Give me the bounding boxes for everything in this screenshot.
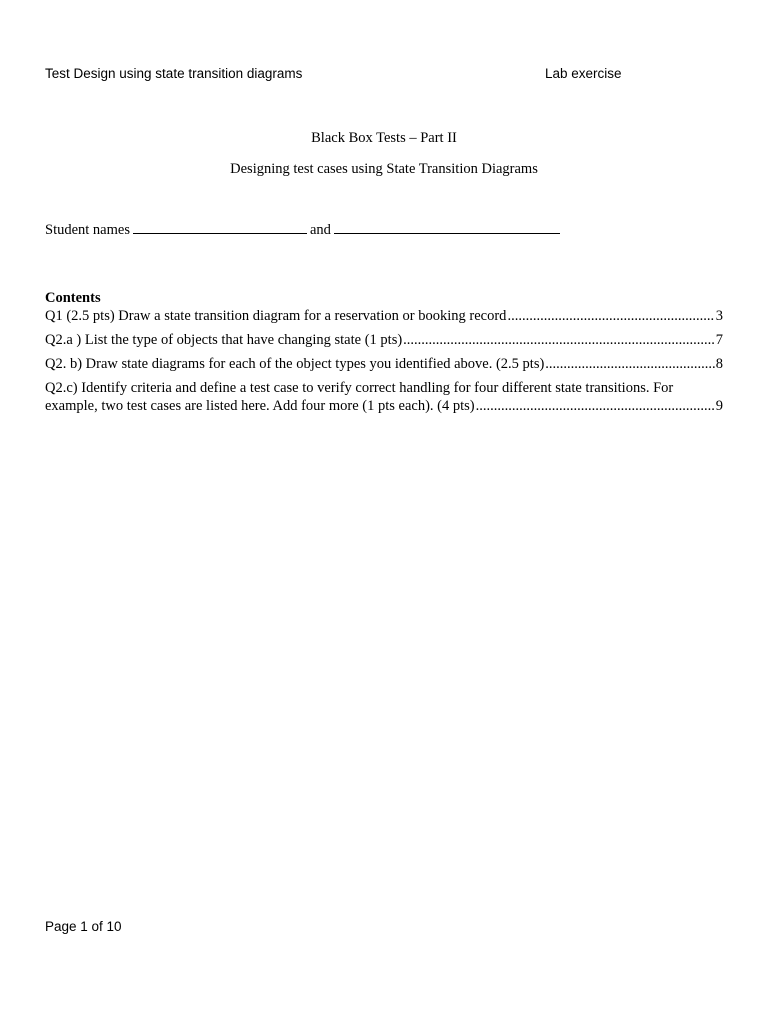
toc-leader-dots: [476, 397, 715, 415]
toc-entry-page: 9: [715, 398, 723, 414]
toc-entry-text: Q2.a ) List the type of objects that have changing state (1 pts): [45, 332, 403, 348]
toc-entry-text-line2: example, two test cases are listed here. Add four more (1 pts each). (4 pts): [45, 398, 475, 414]
toc-entry-text-line1: Q2.c) Identify criteria and define a test case to verify correct handling for four different state transitions. For: [45, 380, 674, 396]
toc-leader-dots: [507, 307, 714, 325]
header-document-type: Lab exercise: [545, 66, 622, 81]
toc-leader-dots: [545, 355, 714, 373]
header-document-title: Test Design using state transition diagrams: [45, 66, 303, 81]
student-name-blank-2: [334, 221, 560, 234]
toc-entry-q2c-line2: [45, 397, 723, 415]
contents-heading: Contents: [45, 290, 101, 306]
toc-entry-page: 7: [715, 332, 723, 348]
page-header: [45, 65, 723, 83]
page-footer: Page 1 of 10: [45, 919, 122, 934]
toc-entry-text: Q2. b) Draw state diagrams for each of the object types you identified above. (2.5 pts): [45, 356, 545, 372]
toc-entry-page: 3: [715, 308, 723, 324]
toc-leader-dots: [403, 331, 715, 349]
student-name-blank-1: [133, 221, 307, 234]
page-title: Black Box Tests – Part II: [311, 130, 457, 146]
toc-entry-q2b[interactable]: [45, 355, 723, 373]
student-names-line: [45, 221, 560, 239]
page-subtitle: Designing test cases using State Transition Diagrams: [230, 161, 538, 177]
student-names-label: Student names: [45, 222, 130, 238]
toc-entry-page: 8: [715, 356, 723, 372]
toc-entry-q1[interactable]: [45, 307, 723, 325]
toc-entry-text: Q1 (2.5 pts) Draw a state transition diagram for a reservation or booking record: [45, 308, 507, 324]
toc-entry-q2a[interactable]: [45, 331, 723, 349]
toc-entry-q2c[interactable]: [45, 379, 723, 415]
table-of-contents: [45, 289, 723, 415]
student-names-and: and: [309, 222, 331, 238]
